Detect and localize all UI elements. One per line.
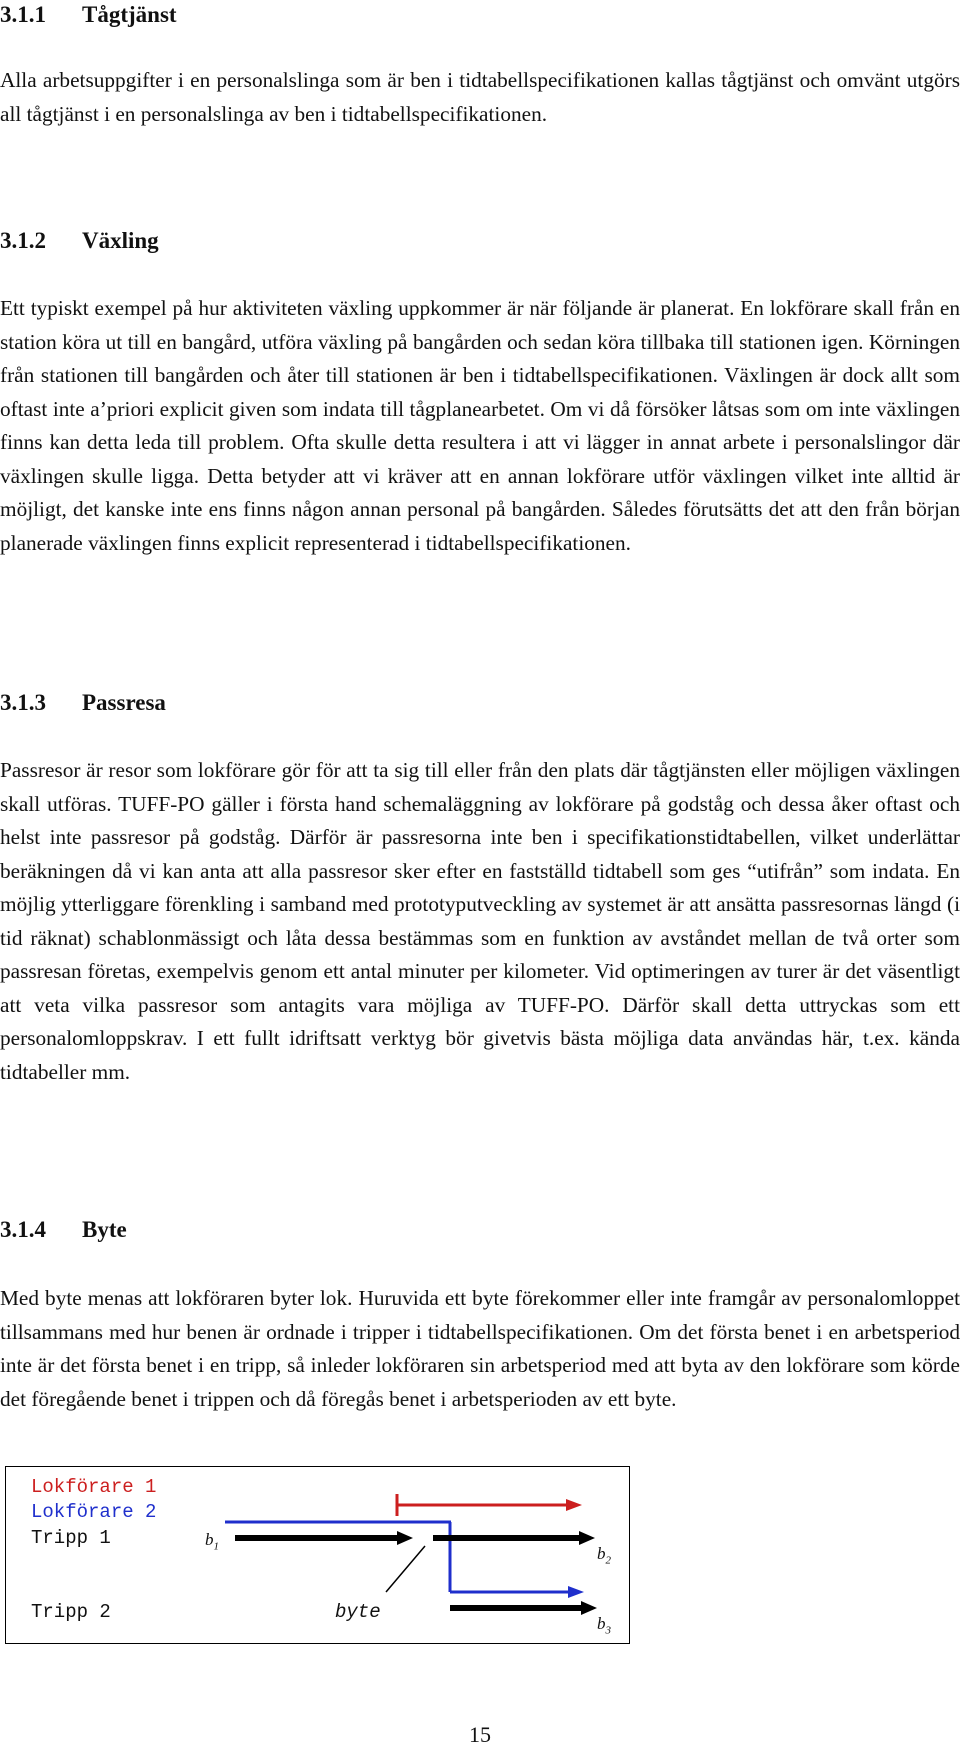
section-heading-3-1-1 — [0, 2, 177, 28]
section-heading-3-1-4 — [0, 1217, 127, 1243]
section-number: 3.1.4 — [0, 1217, 46, 1242]
byte-figure — [5, 1466, 630, 1644]
byte-label: byte — [335, 1601, 381, 1623]
section-paragraph-3-1-3: Passresor är resor som lokförare gör för att ta sig till eller från den plats där tågtjänsten eller möjligen växlingen skall utföras. TUFF-PO gäller i första hand schemaläggning av lokförare på godståg och dessa åker oftast och helst inte passresor på godståg. Därför är passresorna inte ben i specifikationstidtabellen, vilket underlättar beräkningen då vi kan anta att alla passresor sker efter en fastställd tidtabell som ges “utifrån” som indata. En möjlig ytterliggare förenkling i samband med prototyputveckling av systemet är att ansätta passresornas längd (i tid räknat) schablonmässigt och låta dessa bestämmas som en funktion av avståndet mellan de två orter som passresan företas, exempelvis genom ett antal minuter per kilometer. Vid optimeringen av turer är det väsentligt att veta vilka passresor som antagits vara möjliga av TUFF-PO. Därför skall detta uttryckas som ett personalomloppskrav. I ett fullt idriftsatt verktyg bör givetvis bästa möjliga data användas här, t.ex. kända tidtabeller mm. — [0, 758, 960, 1084]
section-number: 3.1.3 — [0, 690, 46, 715]
leg-b1-arrowhead — [397, 1531, 413, 1545]
leg-label-b3: $b_3$ — [597, 1614, 611, 1637]
byte-pointer-line — [386, 1546, 425, 1592]
legend-lokforare-1: Lokförare 1 — [31, 1476, 157, 1498]
leg-b2-arrowhead — [579, 1531, 595, 1545]
leg-b3-arrowhead — [581, 1601, 597, 1615]
section-number: 3.1.1 — [0, 2, 46, 27]
section-title: Byte — [82, 1217, 127, 1242]
blue-driver-arrowhead — [568, 1586, 584, 1598]
legend-lokforare-2: Lokförare 2 — [31, 1501, 157, 1523]
leg-label-b2: $b_2$ — [597, 1544, 611, 1567]
section-title: Växling — [82, 228, 159, 253]
row-label-tripp-2: Tripp 2 — [31, 1601, 111, 1623]
section-paragraph-3-1-2: Ett typiskt exempel på hur aktiviteten växling uppkommer är när följande är planerat. En lokförare skall från en station köra ut till en bangård, utföra växling på bangården och sedan köra tillbaka till stationen igen. Körningen från stationen till bangården och åter till stationen är ben i tidtabellspecifikationen. Växlingen är dock allt som oftast inte a’priori explicit given som indata till tågplanearbetet. Om vi då försöker låtsas som om inte växlingen finns kan detta leda till problem. Ofta skulle detta resultera i att vi lägger in annat arbete i personalslingor där växlingen skulle ligga. Detta betyder att vi kräver att en annan lokförare utför växlingen vilket inte alltid är möjligt, det kanske inte ens finns någon annan personal på bangården. Således förutsätts det att den från början planerade växlingen finns explicit representerad i tidtabellspecifikationen. — [0, 296, 960, 555]
row-label-tripp-1: Tripp 1 — [31, 1527, 111, 1549]
section-heading-3-1-3 — [0, 690, 166, 716]
section-heading-3-1-2 — [0, 228, 159, 254]
section-paragraph-3-1-1: Alla arbetsuppgifter i en personalslinga som är ben i tidtabellspecifikationen kallas tågtjänst och omvänt utgörs all tågtjänst i en personalslinga av ben i tidtabellspecifikationen. — [0, 68, 960, 126]
section-number: 3.1.2 — [0, 228, 46, 253]
section-paragraph-3-1-4: Med byte menas att lokföraren byter lok. Huruvida ett byte förekommer eller inte framgår av personalomloppet tillsammans med hur benen är ordnade i tripper i tidtabellspecifikationen. Om det första benet i en arbetsperiod inte är det första benet i en tripp, så inleder lokföraren sin arbetsperiod med att byta av den lokförare som körde det föregående benet i trippen och då föregås benet i arbetsperioden av ett byte. — [0, 1286, 960, 1411]
figure-drawing — [5, 1466, 630, 1644]
red-driver-arrowhead — [566, 1499, 582, 1511]
page-number: 15 — [469, 1722, 491, 1747]
leg-label-b1: $b_1$ — [205, 1530, 219, 1553]
section-title: Tågtjänst — [82, 2, 177, 27]
section-title: Passresa — [82, 690, 166, 715]
